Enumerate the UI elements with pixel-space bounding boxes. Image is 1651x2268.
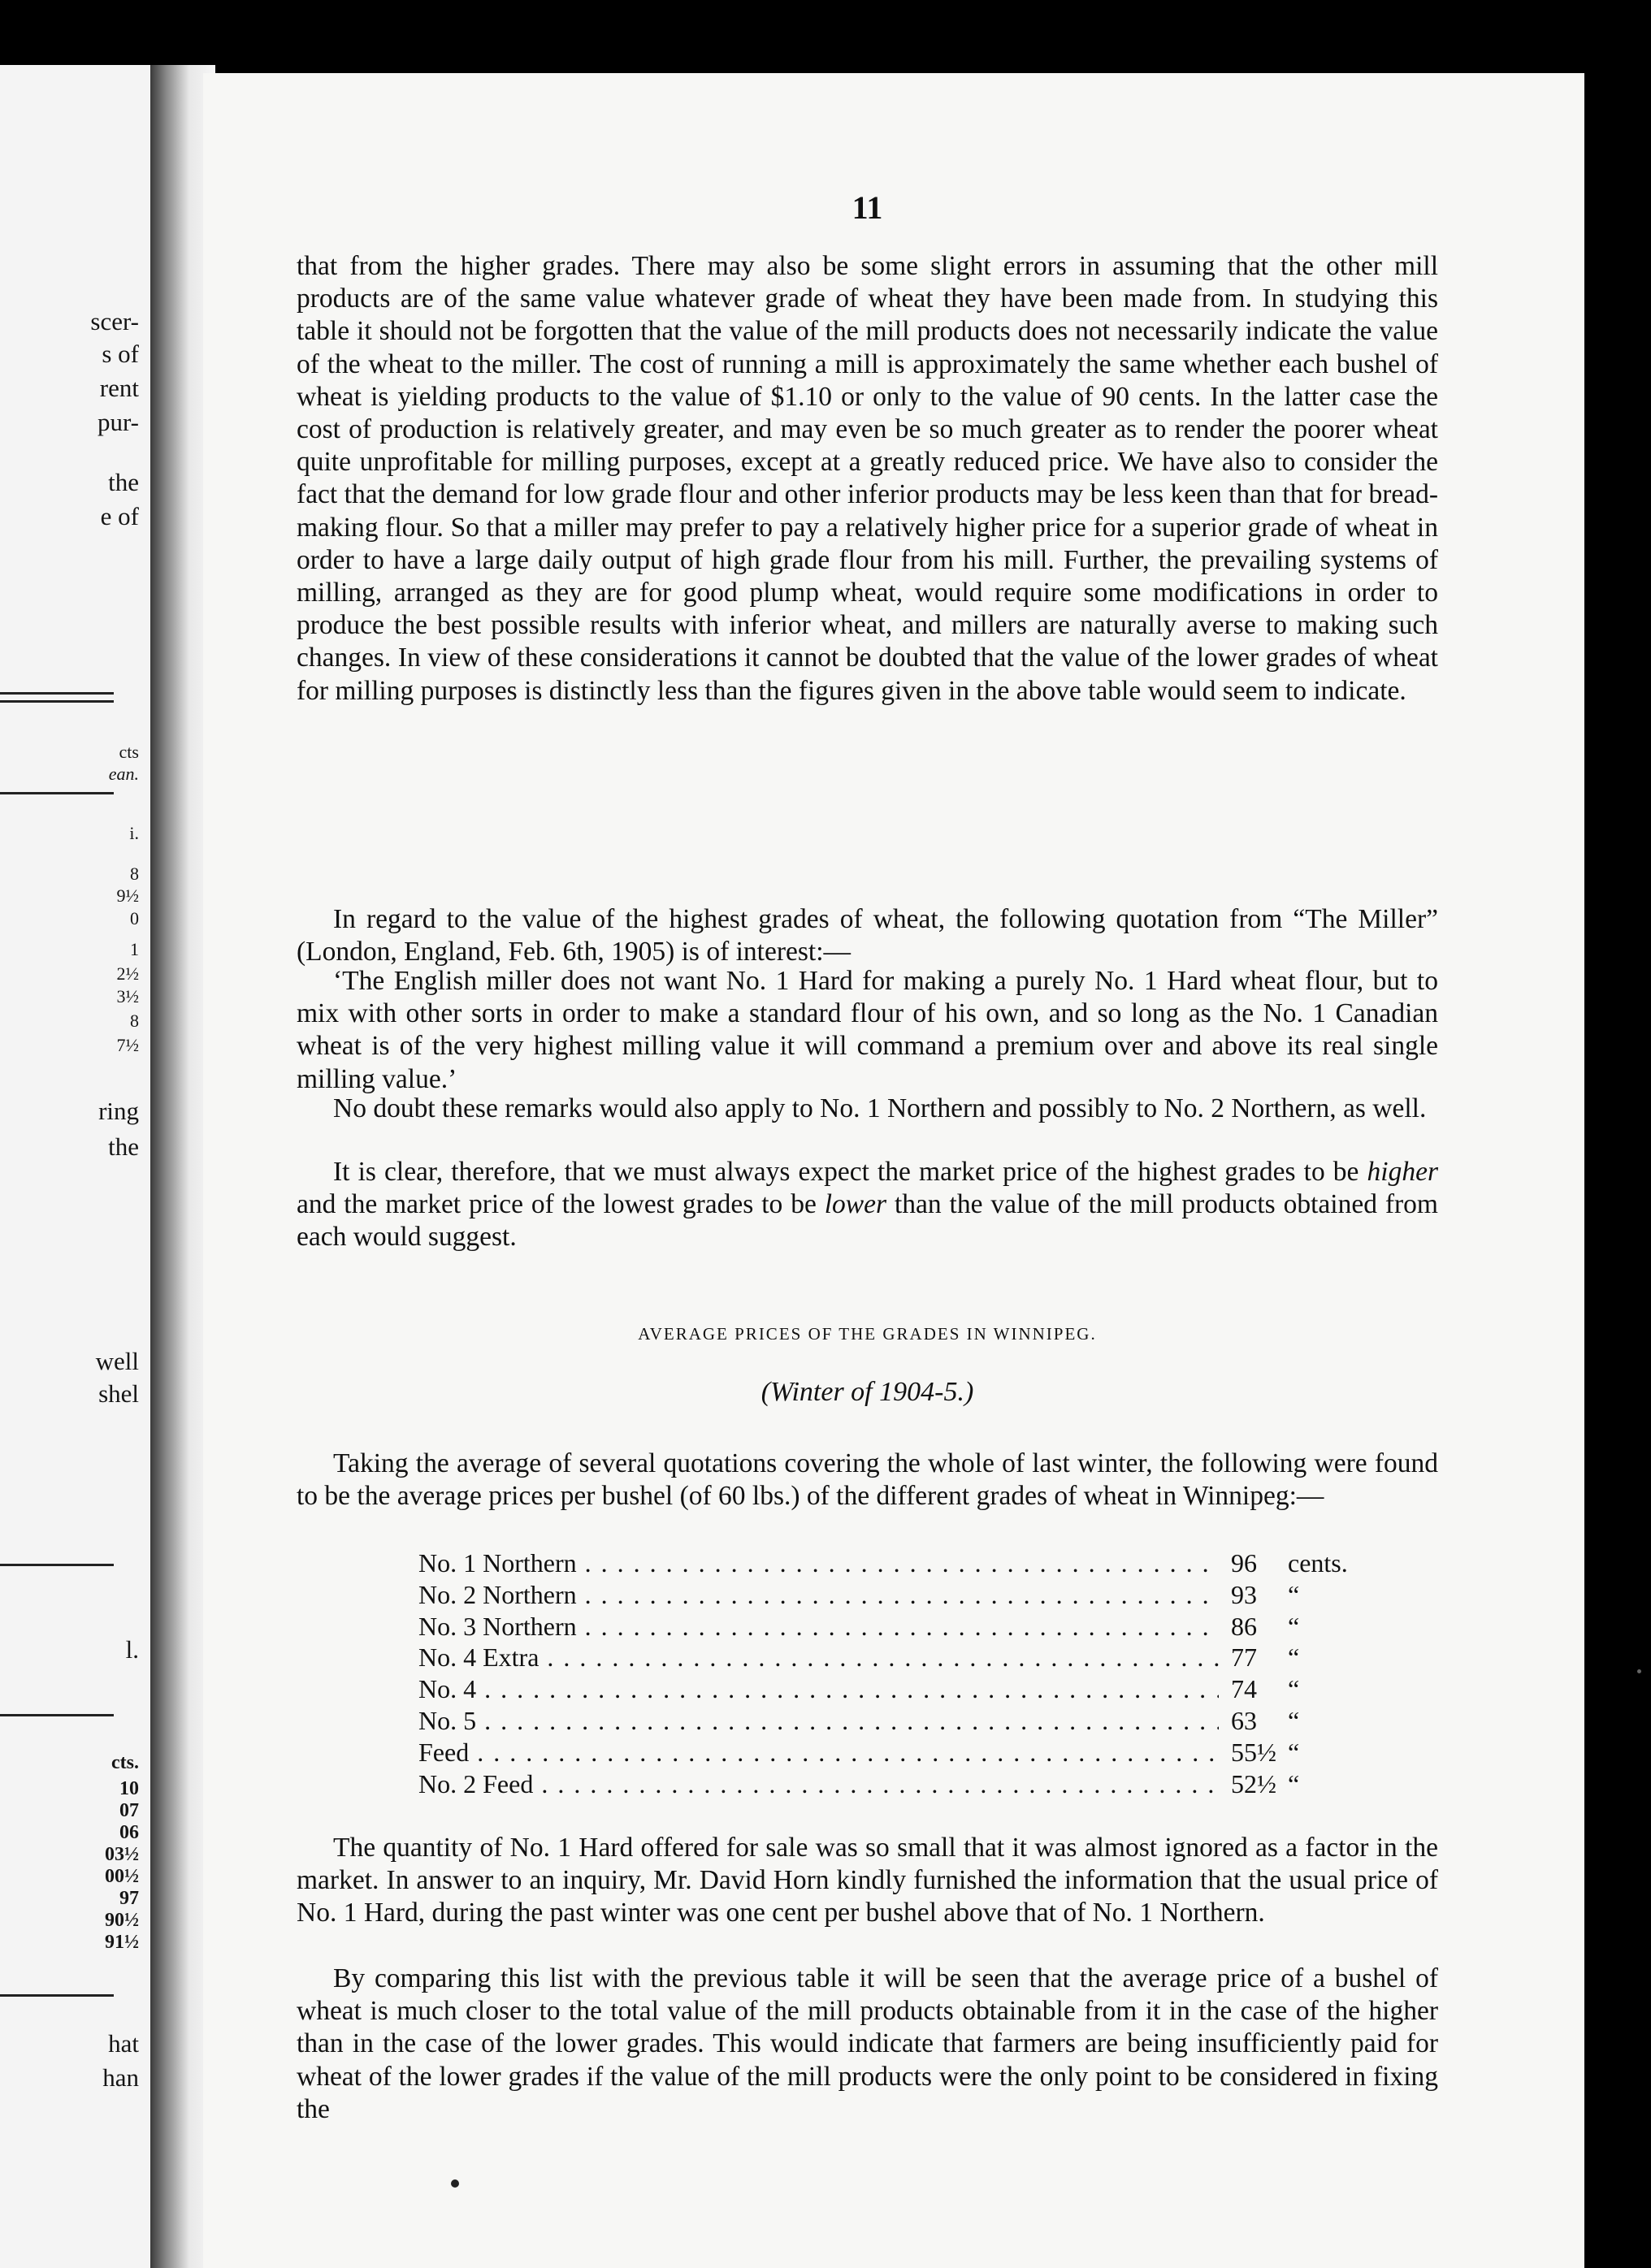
price-row <box>418 1579 1345 1611</box>
left-fragment: 91½ <box>105 1932 139 1953</box>
left-fragment: the <box>108 468 139 496</box>
divider <box>0 692 114 695</box>
section-heading: AVERAGE PRICES OF THE GRADES IN WINNIPEG. <box>638 1324 1097 1344</box>
left-fragment: 3½ <box>116 986 139 1006</box>
left-fragment: 07 <box>119 1800 139 1821</box>
grade-label: No. 4 Extra . . . <box>418 1642 1219 1673</box>
price-unit: cents. <box>1288 1548 1348 1578</box>
left-fragment: 00½ <box>105 1866 139 1887</box>
divider <box>0 1714 114 1716</box>
left-fragment: ring <box>98 1097 139 1125</box>
left-fragment: 97 <box>119 1888 139 1909</box>
paragraph: By comparing this list with the previous table it will be seen that the average price of a bushel of wheat is much closer to the total value of the mill products obtainable from it in the case of the higher than in the case of the lower grades. This would indicate that farmers are being insufficiently paid for wheat of the lower grades if the value of the mill products were the only point to be considered in fixing the <box>297 1963 1438 2124</box>
left-fragment: 06 <box>119 1822 139 1843</box>
left-fragment: 2½ <box>116 963 139 984</box>
grade-label: No. 2 Northern . . . <box>418 1579 1219 1611</box>
left-fragment: ean. <box>108 764 139 784</box>
left-fragment: 1 <box>130 939 139 959</box>
page-edge <box>1584 73 1651 2268</box>
text-run: It is clear, therefore, that we must always expect the market price of the highest grades to be <box>333 1157 1367 1187</box>
price-row <box>418 1768 1345 1800</box>
left-fragment: 8 <box>130 863 139 884</box>
price-value: 93 <box>1231 1579 1257 1609</box>
left-fragment: the <box>108 1132 139 1161</box>
emphasis-lower: lower <box>824 1189 887 1220</box>
price-value: 74 <box>1231 1674 1257 1704</box>
left-fragment: hat <box>108 2029 139 2058</box>
left-fragment: cts. <box>111 1752 139 1773</box>
price-table <box>418 1547 1348 1799</box>
paragraph: No doubt these remarks would also apply to No. 1 Northern and possibly to No. 2 Northern, as well. <box>333 1093 1427 1123</box>
price-unit: “ <box>1288 1579 1300 1609</box>
divider <box>0 1994 114 1997</box>
left-fragment: 9½ <box>116 885 139 906</box>
price-row <box>418 1737 1345 1768</box>
price-row <box>418 1611 1345 1643</box>
divider <box>0 792 114 794</box>
grade-label: Feed . . . <box>418 1737 1219 1768</box>
emphasis-higher: higher <box>1367 1157 1438 1187</box>
grade-label: No. 1 Northern . . . <box>418 1547 1219 1579</box>
quotation: ‘The English miller does not want No. 1 Hard for making a purely No. 1 Hard wheat flour, but to mix with other sorts in order to make a standard flour of his own, and so long as the No. 1 Canadian wheat is of the very highest milling value it will command a premium over and above its real single milling value.’ <box>297 966 1438 1094</box>
grade-label: No. 2 Feed . . . <box>418 1768 1219 1800</box>
price-row <box>418 1673 1345 1705</box>
text-run: and the market price of the lowest grades to be <box>297 1189 825 1220</box>
price-value: 55½ <box>1231 1737 1276 1767</box>
price-value: 96 <box>1231 1548 1257 1578</box>
price-value: 52½ <box>1231 1768 1276 1798</box>
left-fragment: han <box>102 2063 139 2092</box>
left-facing-page <box>0 65 150 2268</box>
text-run: than the value of the mill products obtained from each would suggest. <box>297 1189 1438 1253</box>
grade-label: No. 5 . . . <box>418 1705 1219 1737</box>
page-number: 11 <box>852 189 883 226</box>
left-fragment: 90½ <box>105 1910 139 1931</box>
price-unit: “ <box>1288 1674 1300 1704</box>
price-value: 63 <box>1231 1705 1257 1735</box>
paragraph: that from the higher grades. There may also be some slight errors in assuming that the other mill products are of the same value whatever grade of wheat they have been made from. In studying this table it should not be forgotten that the value of the mill products does not necessarily indicate the value of the wheat to the miller. The cost of running a mill is approximately the same whether each bushel of wheat is yielding products to the value of $1.10 or only to the value of 90 cents. In the latter case the cost of production is relatively greater, and may even be so much greater as to render the poorer wheat quite unprofitable for milling purposes, except at a greatly reduced price. We have also to consider the fact that the demand for low grade flour and other inferior products may be less keen than that for bread-making flour. So that a miller may prefer to pay a relatively higher price for a superior grade of wheat in order to have a large daily output of high grade flour from his mill. Further, the prevailing systems of milling, arranged as they are for good plump wheat, would require some modifications in order to produce the best possible results with inferior wheat, and millers are naturally averse to making such changes. In view of these considerations it cannot be doubted that the value of the lower grades of wheat for milling purposes is distinctly less than the figures given in the above table would seem to indicate. <box>297 251 1438 706</box>
left-fragment: 7½ <box>116 1035 139 1055</box>
price-unit: “ <box>1288 1768 1300 1798</box>
left-fragment: scer- <box>90 307 139 335</box>
ink-spot <box>451 2179 459 2188</box>
price-unit: “ <box>1288 1643 1300 1673</box>
divider <box>0 700 114 703</box>
grade-label: No. 4 . . . <box>418 1673 1219 1705</box>
ink-spot <box>1637 1669 1641 1673</box>
left-fragment: well <box>95 1347 139 1375</box>
divider <box>0 1564 114 1566</box>
price-row <box>418 1705 1345 1737</box>
price-row <box>418 1642 1345 1673</box>
left-fragment: pur- <box>97 408 139 436</box>
section-subheading: (Winter of 1904-5.) <box>760 1377 974 1407</box>
left-fragment: i. <box>129 823 139 843</box>
grade-label: No. 3 Northern . . . <box>418 1611 1219 1643</box>
left-fragment: 10 <box>119 1778 139 1799</box>
left-fragment: rent <box>99 374 139 402</box>
price-unit: “ <box>1288 1737 1300 1767</box>
price-unit: “ <box>1288 1611 1300 1641</box>
left-fragment: shel <box>98 1379 139 1408</box>
left-fragment: cts <box>119 742 139 762</box>
price-row <box>418 1547 1348 1579</box>
main-page <box>203 73 1584 2268</box>
paragraph <box>297 1156 1438 1254</box>
price-unit: “ <box>1288 1705 1300 1735</box>
left-fragment: l. <box>125 1635 139 1664</box>
left-fragment: 8 <box>130 1011 139 1031</box>
paragraph: In regard to the value of the highest grades of wheat, the following quotation from “The Miller” (London, England, Feb. 6th, 1905) is of interest:— <box>297 904 1438 967</box>
paragraph: The quantity of No. 1 Hard offered for sale was so small that it was almost ignored as a factor in the market. In answer to an inquiry, Mr. David Horn kindly furnished the information that the usual price of No. 1 Hard, during the past winter was one cent per bushel above that of No. 1 Northern. <box>297 1833 1438 1928</box>
left-fragment: 03½ <box>105 1844 139 1865</box>
paragraph: Taking the average of several quotations covering the whole of last winter, the following were found to be the average prices per bushel (of 60 lbs.) of the different grades of wheat in Winnipeg:— <box>297 1448 1438 1512</box>
left-fragment: 0 <box>130 908 139 928</box>
price-value: 77 <box>1231 1643 1257 1673</box>
price-value: 86 <box>1231 1611 1257 1641</box>
left-fragment: e of <box>100 502 139 530</box>
left-fragment: s of <box>102 340 139 368</box>
